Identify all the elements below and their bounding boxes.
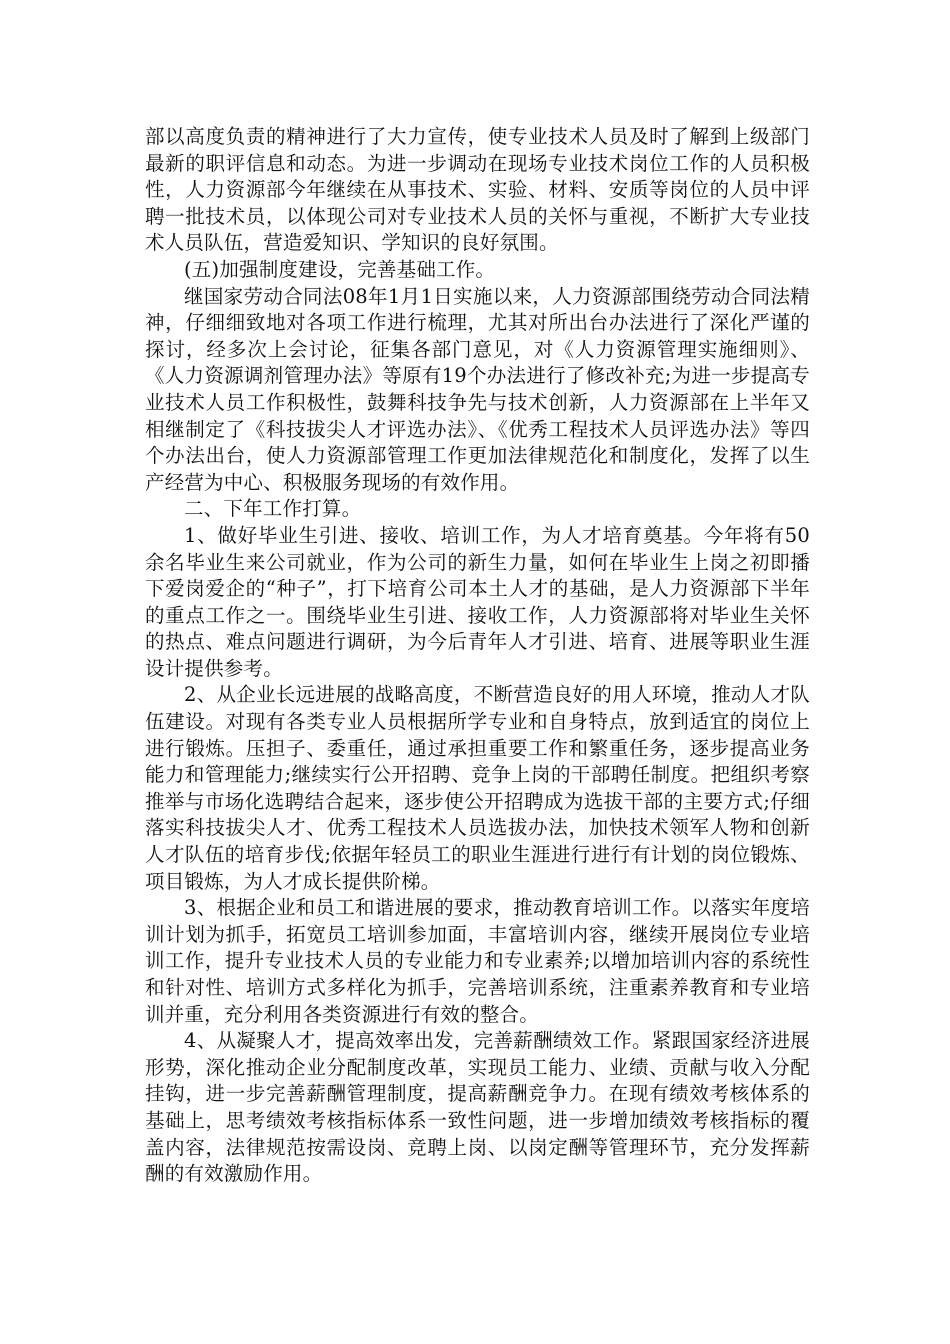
paragraph-plan-item-3: 3、根据企业和员工和谐进展的要求，推动教育培训工作。以落实年度培训计划为抓手，拓宽员工培训参加面，丰富培训内容，继续开展岗位专业培训工作，提升专业技术人员的专业能力和专业素养;以增加培训内容的系统性和针对性、培训方式多样化为抓手，完善培训系统，注重素养教育和专业培训并重，充分利用各类资源进行有效的整合。 [145, 896, 810, 1026]
paragraph-labor-contract-law: 继国家劳动合同法08年1月1日实施以来，人力资源部围绕劳动合同法精神，仔细细致地对各项工作进行梳理，尤其对所出台办法进行了深化严谨的探讨，经多次上会讨论，征集各部门意见，对《人力资源管理实施细则》、《人力资源调剂管理办法》等原有19个办法进行了修改补充;为进一步提高专业技术人员工作积极性，鼓舞科技争先与技术创新，人力资源部在上半年又相继制定了《科技拔尖人才评选办法》、《优秀工程技术人员评选办法》等四个办法出台，使人力资源部管理工作更加法律规范化和制度化，发挥了以生产经营为中心、积极服务现场的有效作用。 [145, 284, 810, 494]
paragraph-plan-item-2: 2、从企业长远进展的战略高度，不断营造良好的用人环境，推动人才队伍建设。对现有各类专业人员根据所学专业和自身特点，放到适宜的岗位上进行锻炼。压担子、委重任，通过承担重要工作和繁重任务，逐步提高业务能力和管理能力;继续实行公开招聘、竞争上岗的干部聘任制度。把组织考察推举与市场化选聘结合起来，逐步使公开招聘成为选拔干部的主要方式;仔细落实科技拔尖人才、优秀工程技术人员选拔办法，加快技术领军人物和创新人才队伍的培育步伐;依据年轻员工的职业生涯进行进行有计划的岗位锻炼、项目锻炼，为人才成长提供阶梯。 [145, 683, 810, 893]
heading-next-year-plan: 二、下年工作打算。 [184, 497, 362, 521]
paragraph-personnel-title-evaluation: 部以高度负责的精神进行了大力宣传，使专业技术人员及时了解到上级部门最新的职评信息和动态。为进一步调动在现场专业技术岗位工作的人员积极性，人力资源部今年继续在从事技术、实验、材料、安质等岗位的人员中评聘一批技术员，以体现公司对专业技术人员的关怀与重视，不断扩大专业技术人员队伍，营造爱知识、学知识的良好氛围。 [145, 125, 810, 255]
paragraph-plan-item-1: 1、做好毕业生引进、接收、培训工作，为人才培育奠基。今年将有50余名毕业生来公司就业，作为公司的新生力量，如何在毕业生上岗之初即播下爱岗爱企的“种子”，打下培育公司本土人才的基础，是人力资源部下半年的重点工作之一。围绕毕业生引进、接收工作，人力资源部将对毕业生关怀的热点、难点问题进行调研，为今后青年人才引进、培育、进展等职业生涯设计提供参考。 [145, 523, 810, 680]
heading-strengthen-system-building: (五)加强制度建设，完善基础工作。 [184, 257, 496, 281]
document-body [145, 124, 810, 1188]
paragraph-plan-item-4: 4、从凝聚人才，提高效率出发，完善薪酬绩效工作。紧跟国家经济进展形势，深化推动企业分配制度改革，实现员工能力、业绩、贡献与收入分配挂钩，进一步完善薪酬管理制度，提高薪酬竞争力。在现有绩效考核体系的基础上，思考绩效考核指标体系一致性问题，进一步增加绩效考核指标的覆盖内容，法律规范按需设岗、竞聘上岗、以岗定酬等管理环节，充分发挥薪酬的有效激励作用。 [145, 1029, 810, 1186]
